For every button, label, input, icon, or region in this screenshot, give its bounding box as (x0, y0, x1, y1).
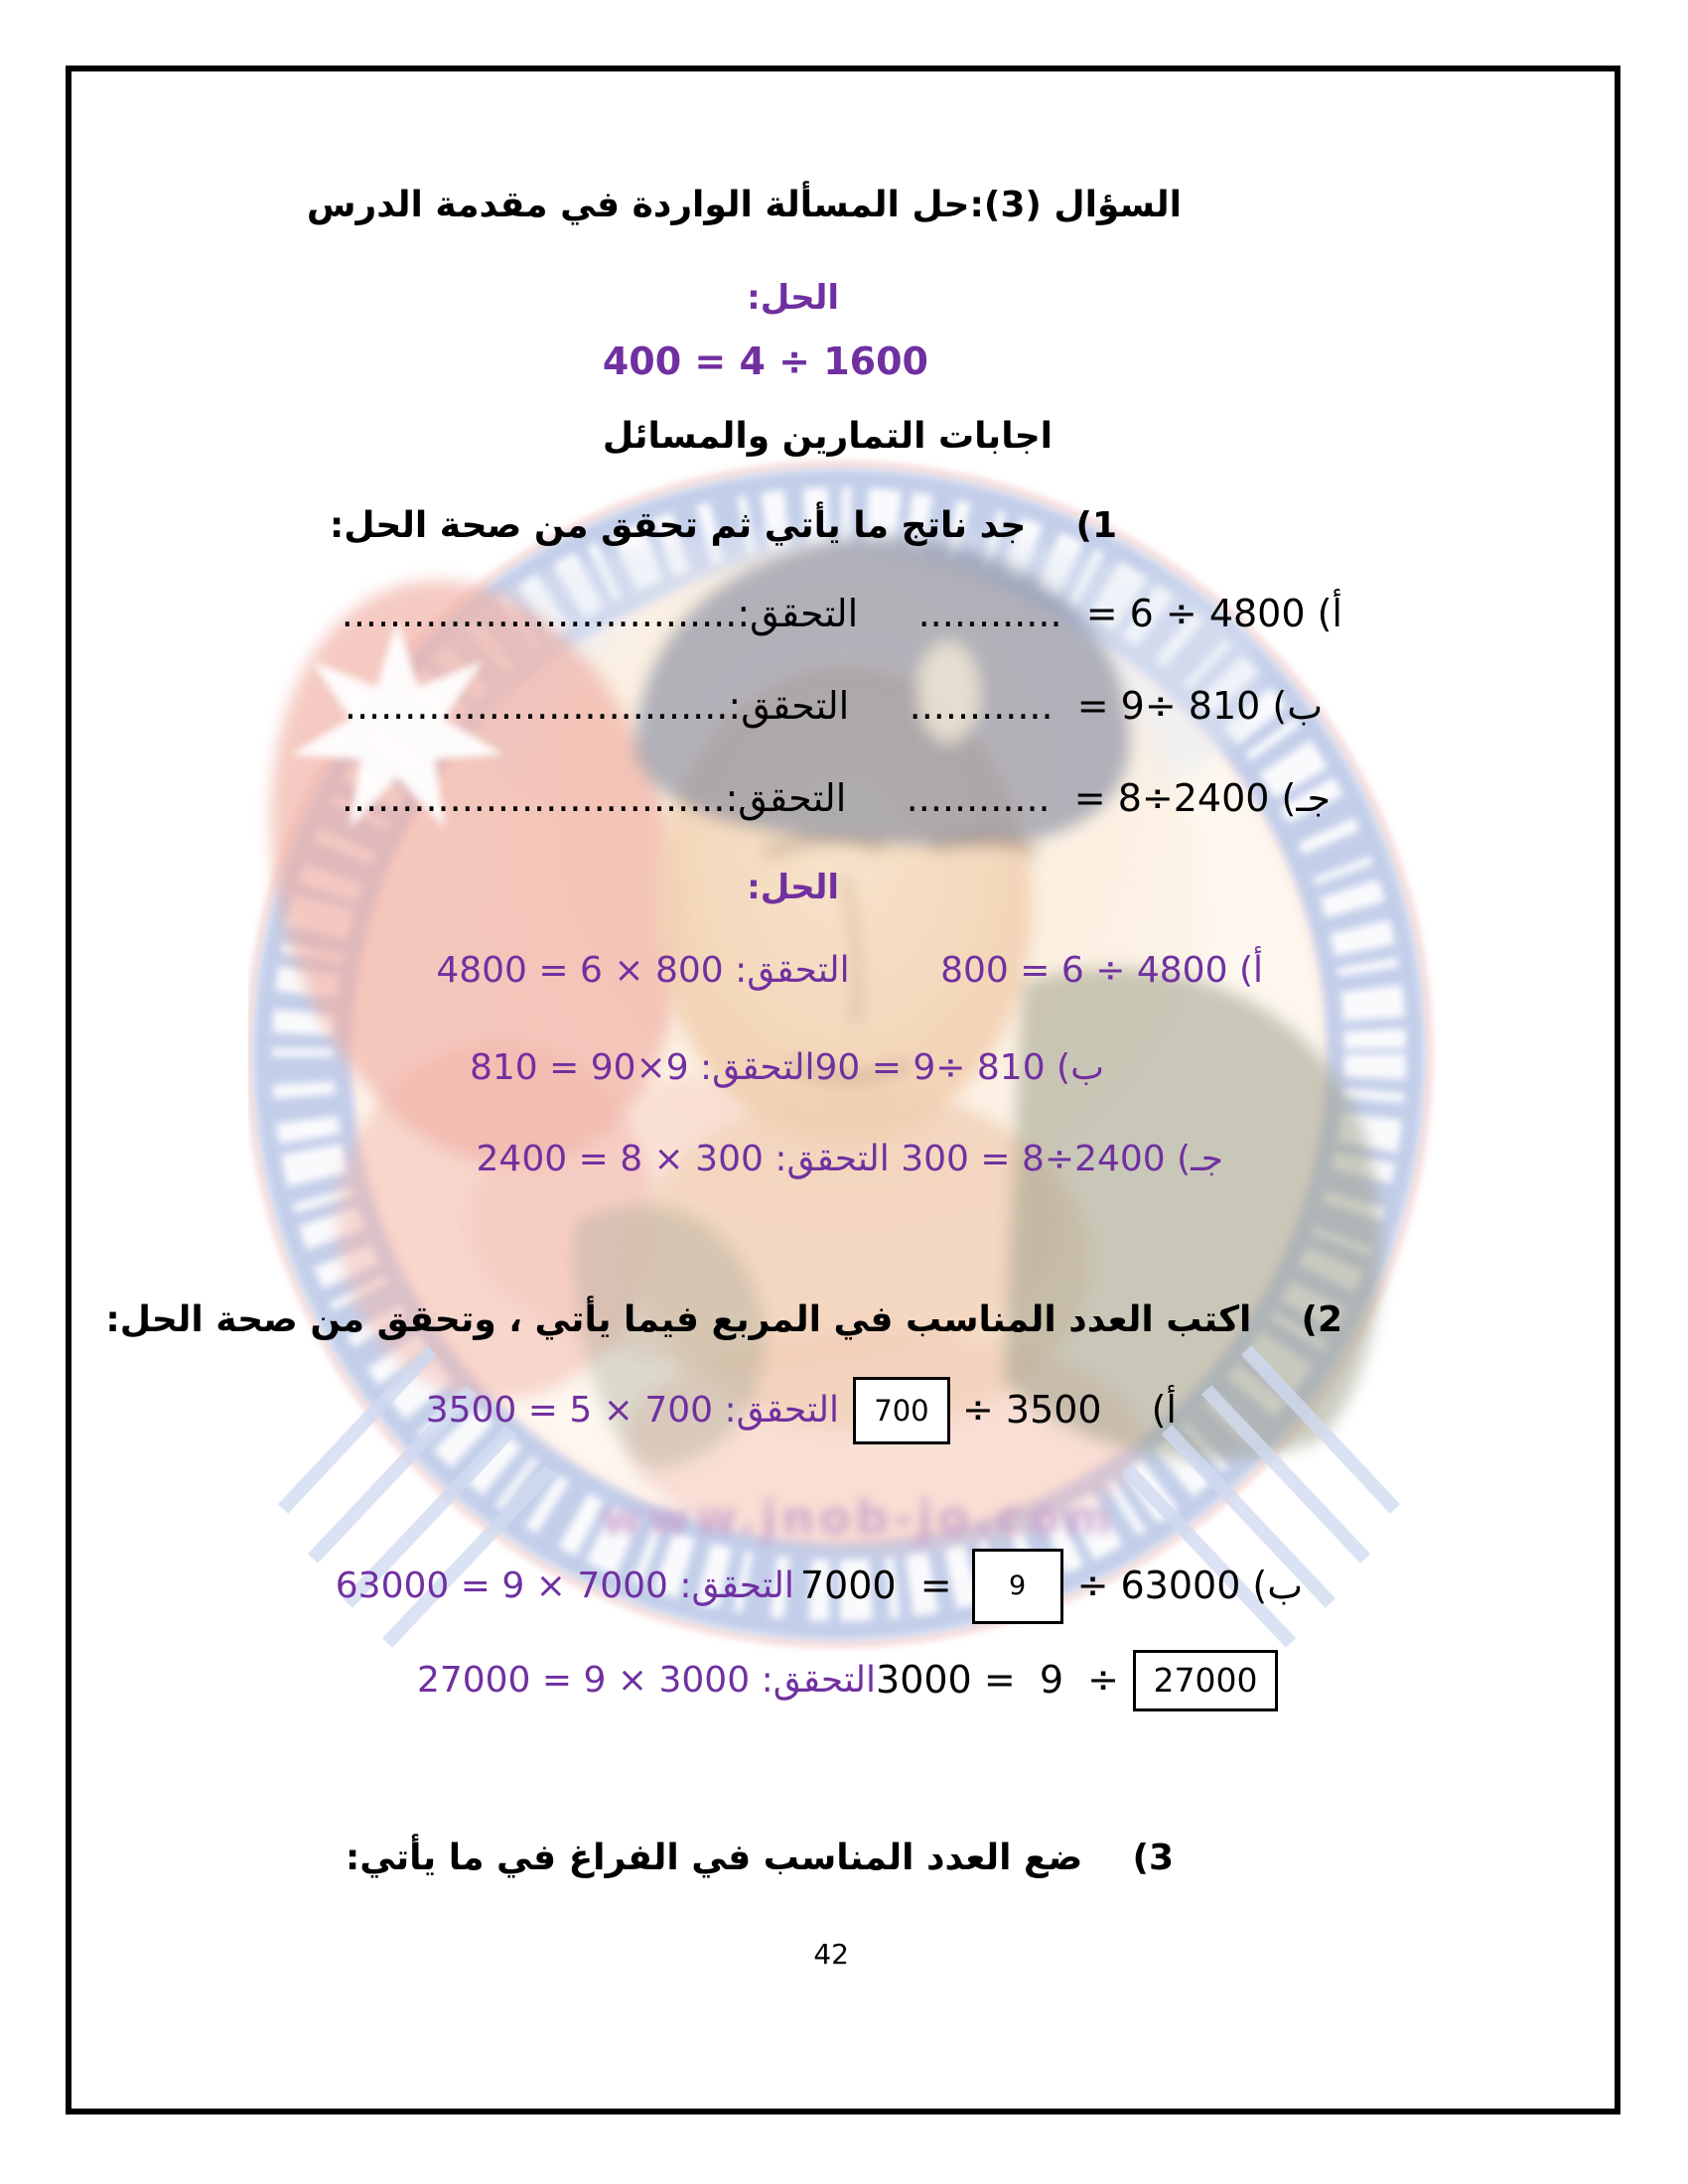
q2-item-c-check: التحقق: 3000 × 9 = 27000 (416, 1660, 877, 1702)
q1-item-a: أ) 4800 ÷ 6 = ............ التحقق:................................. (341, 592, 1342, 635)
intro-solution-label: الحل: (747, 278, 839, 318)
q2-item-a-label: أ) (1151, 1388, 1177, 1433)
q2-item-a-answer-box: 700 (853, 1377, 950, 1444)
q2-item-c-expression: ÷ 9 = 3000 (876, 1658, 1119, 1703)
q2-item-a-expression: 3500 ÷ (961, 1388, 1102, 1433)
q1-solution-a: أ) 4800 ÷ 6 = 800 التحقق: 800 × 6 = 4800 (436, 950, 1263, 991)
site-watermark-text: www.jnob-jo.com (600, 1491, 1118, 1545)
q2-item-b-label: ب) (1252, 1564, 1303, 1608)
q2-item-b-result: = 7000 (799, 1564, 952, 1608)
q1-item-b: ب) 810 ÷9 = ............ التحقق:................................ (344, 684, 1323, 728)
intro-solution-equation: 1600 ÷ 4 = 400 (602, 340, 928, 383)
q2-item-b (336, 1545, 1303, 1628)
q2-item-b-check: التحقق: 7000 × 9 = 63000 (335, 1566, 794, 1607)
q1-item-c: جـ) 2400÷8 = ............ التحقق:................................ (341, 776, 1331, 820)
q2-item-c-answer-box: 27000 (1133, 1650, 1278, 1711)
q3-heading: 3) ضع العدد المناسب في الفراغ في ما يأتي: (345, 1838, 1174, 1878)
page-number: 42 (813, 1938, 849, 1971)
q2-item-c (417, 1640, 1278, 1721)
q1-solution-label: الحل: (747, 868, 839, 907)
q2-item-b-answer-box: 9 (972, 1549, 1063, 1624)
q1-solution-c: جـ) 2400÷8 = 300 التحقق: 300 × 8 = 2400 (476, 1139, 1223, 1179)
q1-solution-b: ب) 810 ÷9 = 90التحقق: 9×90 = 810 (469, 1047, 1104, 1088)
q1-heading: 1) جد ناتج ما يأتي ثم تحقق من صحة الحل: (329, 505, 1117, 546)
q2-item-b-expression: 63000 ÷ (1076, 1564, 1241, 1608)
page-title: السؤال (3):حل المسألة الواردة في مقدمة الدرس (306, 185, 1182, 225)
q2-item-a (426, 1372, 1177, 1449)
q2-item-a-check: التحقق: 700 × 5 = 3500 (425, 1390, 839, 1432)
q2-heading: 2) اكتب العدد المناسب في المربع فيما يأتي ، وتحقق من صحة الحل: (105, 1299, 1342, 1340)
section-heading: اجابات التمارين والمسائل (602, 416, 1053, 457)
